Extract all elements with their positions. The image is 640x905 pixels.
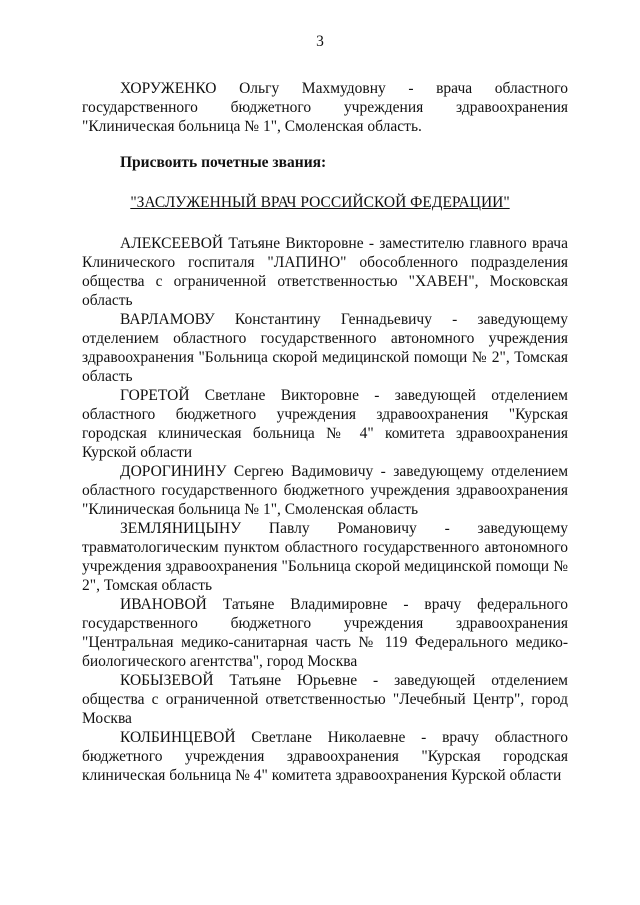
list-item: ДОРОГИНИНУ Сергею Вадимовичу - заведующему отделением областного государственного бюджетного учреждения здравоохранения "Клиническая больница № 1", Смоленская область <box>82 463 568 518</box>
entries-list <box>82 234 568 785</box>
list-item: ИВАНОВОЙ Татьяне Владимировне - врачу федерального государственного бюджетного учреждения здравоохранения "Центральная медико-санитарная часть № 119 Федерального медико-биологического агентства", город Москва <box>82 596 568 670</box>
list-item: АЛЕКСЕЕВОЙ Татьяне Викторовне - заместителю главного врача Клинического госпиталя "ЛАПИНО" обособленного подразделения общества с ограниченной ответственностью "ХАВЕН", Московская область <box>82 235 568 309</box>
section-heading: Присвоить почетные звания: <box>120 154 327 171</box>
intro-block <box>82 79 568 136</box>
honor-title: "ЗАСЛУЖЕННЫЙ ВРАЧ РОССИЙСКОЙ ФЕДЕРАЦИИ" <box>130 194 510 211</box>
list-item: ГОРЕТОЙ Светлане Викторовне - заведующей отделением областного бюджетного учреждения здравоохранения "Курская городская клиническая больница № 4" комитета здравоохранения Курской области <box>82 387 568 461</box>
intro-paragraph: ХОРУЖЕНКО Ольгу Махмудовну - врача областного государственного бюджетного учреждения здравоохранения "Клиническая больница № 1", Смоленская область. <box>82 80 568 135</box>
list-item: КОБЫЗЕВОЙ Татьяне Юрьевне - заведующей отделением общества с ограниченной ответственностью "Лечебный Центр", город Москва <box>82 672 568 727</box>
list-item: ЗЕМЛЯНИЦЫНУ Павлу Романовичу - заведующему травматологическим пунктом областного государственного автономного учреждения здравоохранения "Больница скорой медицинской помощи № 2", Томская область <box>82 520 568 594</box>
list-item: КОЛБИНЦЕВОЙ Светлане Николаевне - врачу областного бюджетного учреждения здравоохранения "Курская городская клиническая больница № 4" комитета здравоохранения Курской области <box>82 729 568 784</box>
list-item: ВАРЛАМОВУ Константину Геннадьевичу - заведующему отделением областного государственного автономного учреждения здравоохранения "Больница скорой медицинской помощи № 2", Томская область <box>82 311 568 385</box>
page-number: 3 <box>316 33 324 50</box>
